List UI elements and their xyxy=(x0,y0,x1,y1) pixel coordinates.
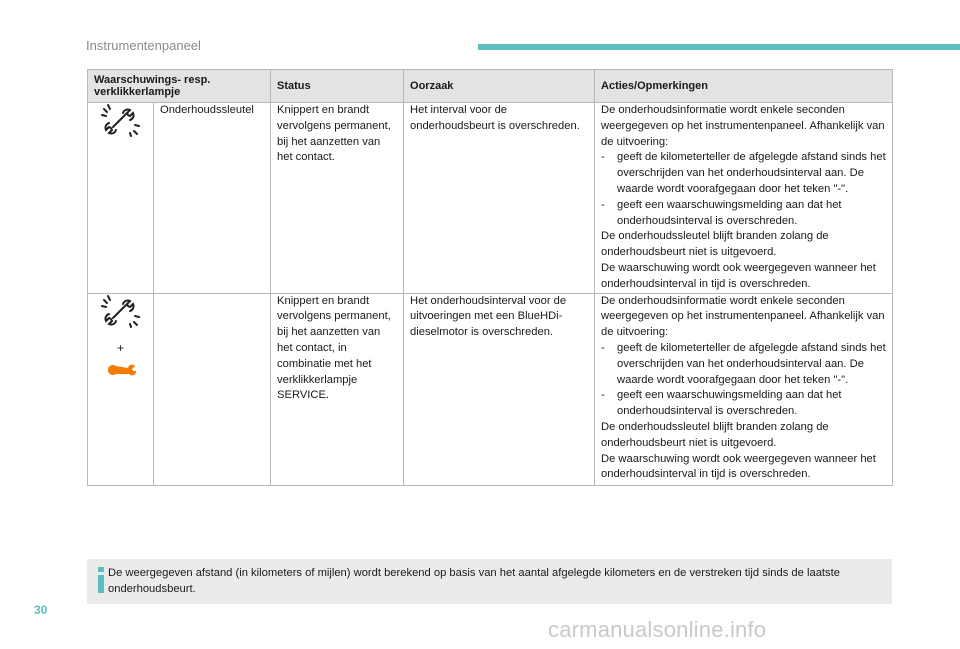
status-text: Knippert en brandt vervolgens permanent, bij het aanzetten van het contact. xyxy=(271,103,404,294)
lamp-icon-cell xyxy=(88,103,154,294)
actions-note: De waarschuwing wordt ook weergegeven wanneer het onderhoudsinterval in tijd is overschreden. xyxy=(601,261,876,290)
actions-bullet: - geeft een waarschuwingsmelding aan dat het onderhoudsinterval is overschreden. xyxy=(601,198,842,227)
lamp-icon-cell xyxy=(88,293,154,485)
actions-intro: De onderhoudsinformatie wordt enkele seconden weergegeven op het instrumentenpaneel. Afhankelijk van de uitvoering: xyxy=(601,104,885,148)
info-icon xyxy=(97,567,105,593)
lamp-name: Onderhoudssleutel xyxy=(154,103,271,294)
page-section-title: Instrumentenpaneel xyxy=(86,38,201,53)
info-text: De weergegeven afstand (in kilometers of mijlen) wordt berekend op basis van het aantal afgelegde kilometers en de verstreken tijd sinds de laatste onderhoudsbeurt. xyxy=(108,567,840,595)
column-header-status: Status xyxy=(271,70,404,103)
actions-cell xyxy=(595,293,893,485)
info-box xyxy=(87,559,892,604)
actions-intro: De onderhoudsinformatie wordt enkele seconden weergegeven op het instrumentenpaneel. Afhankelijk van de uitvoering: xyxy=(601,294,885,339)
actions-bullet: - geeft een waarschuwingsmelding aan dat het onderhoudsinterval is overschreden. xyxy=(601,389,842,418)
table-header-row xyxy=(88,70,893,103)
table-row xyxy=(88,293,893,485)
table-row xyxy=(88,103,893,294)
actions-bullet: - geeft de kilometerteller de afgelegde afstand sinds het overschrijden van het onderhoudsinterval aan. De waarde wordt voorafgegaan door het teken "-". xyxy=(601,151,886,195)
status-text: Knippert en brandt vervolgens permanent, bij het aanzetten van het contact, in combinatie met het verklikkerlampje SERVICE. xyxy=(271,293,404,485)
wrench-warning-icon xyxy=(101,128,141,140)
cause-text: Het interval voor de onderhoudsbeurt is overschreden. xyxy=(404,103,595,294)
plus-sign: + xyxy=(116,341,124,356)
actions-cell xyxy=(595,103,893,294)
wrench-warning-icon xyxy=(101,319,141,331)
cause-text: Het onderhoudsinterval voor de uitvoeringen met een BlueHDi-dieselmotor is overschreden. xyxy=(404,293,595,485)
warning-lamps-table xyxy=(87,69,893,486)
actions-note: De onderhoudssleutel blijft branden zolang de onderhoudsbeurt niet is uitgevoerd. xyxy=(601,420,829,449)
column-header-lamp: Waarschuwings- resp. verklikkerlampje xyxy=(88,70,271,103)
service-wrench-icon xyxy=(106,368,136,380)
header-accent-bar xyxy=(478,44,960,50)
column-header-cause: Oorzaak xyxy=(404,70,595,103)
column-header-actions: Acties/Opmerkingen xyxy=(595,70,893,103)
actions-bullet: - geeft de kilometerteller de afgelegde afstand sinds het overschrijden van het onderhoudsinterval aan. De waarde wordt voorafgegaan door het teken "-". xyxy=(601,341,886,386)
actions-note: De waarschuwing wordt ook weergegeven wanneer het onderhoudsinterval in tijd is overschreden. xyxy=(601,452,876,481)
lamp-name xyxy=(154,293,271,485)
page-number: 30 xyxy=(34,603,48,617)
actions-note: De onderhoudssleutel blijft branden zolang de onderhoudsbeurt niet is uitgevoerd. xyxy=(601,230,829,259)
watermark: carmanualsonline.info xyxy=(548,617,767,642)
